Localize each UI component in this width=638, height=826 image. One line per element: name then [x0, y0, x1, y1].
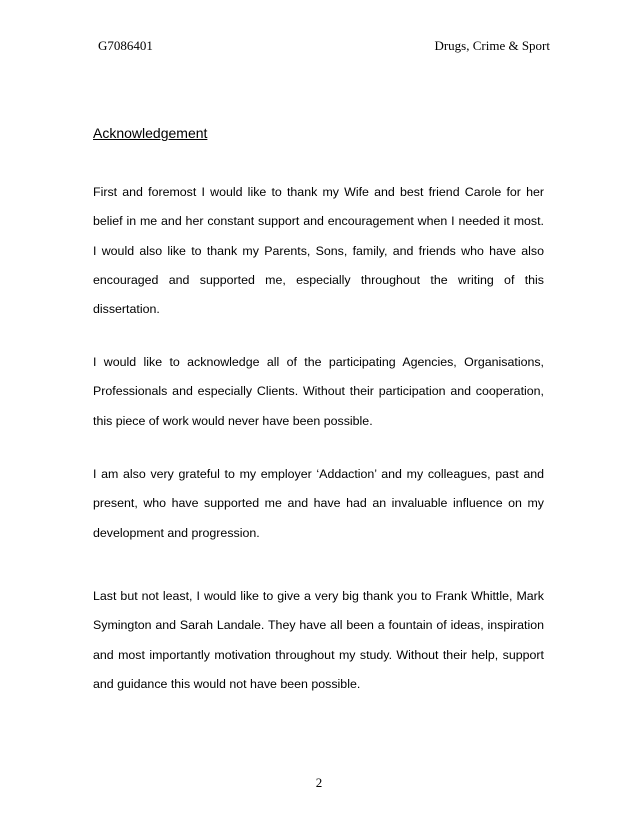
- page-number: 2: [315, 775, 323, 790]
- paragraph-4: Last but not least, I would like to give a very big thank you to Frank Whittle, Mark Symington and Sarah Landale. They have all been a fountain of ideas, inspiration and most importantly motivation throughout my study. Without their help, support and guidance this would not have been possible.: [93, 589, 544, 691]
- header-running-title: Drugs, Crime & Sport: [434, 38, 550, 53]
- page-title: Acknowledgement: [93, 125, 208, 141]
- paragraph-3: I am also very grateful to my employer ‘Addaction’ and my colleagues, past and present, who have supported me and have had an invaluable influence on my development and progression.: [93, 467, 544, 540]
- header-student-id: G7086401: [98, 38, 153, 53]
- paragraph-2: I would like to acknowledge all of the participating Agencies, Organisations, Professionals and especially Clients. Without their participation and cooperation, this piece of work would never have been possible.: [93, 355, 544, 428]
- paragraph-1: First and foremost I would like to thank my Wife and best friend Carole for her belief in me and her constant support and encouragement when I needed it most. I would also like to thank my Parents, Sons, family, and friends who have also encouraged and supported me, especially throughout the writing of this dissertation.: [93, 185, 544, 317]
